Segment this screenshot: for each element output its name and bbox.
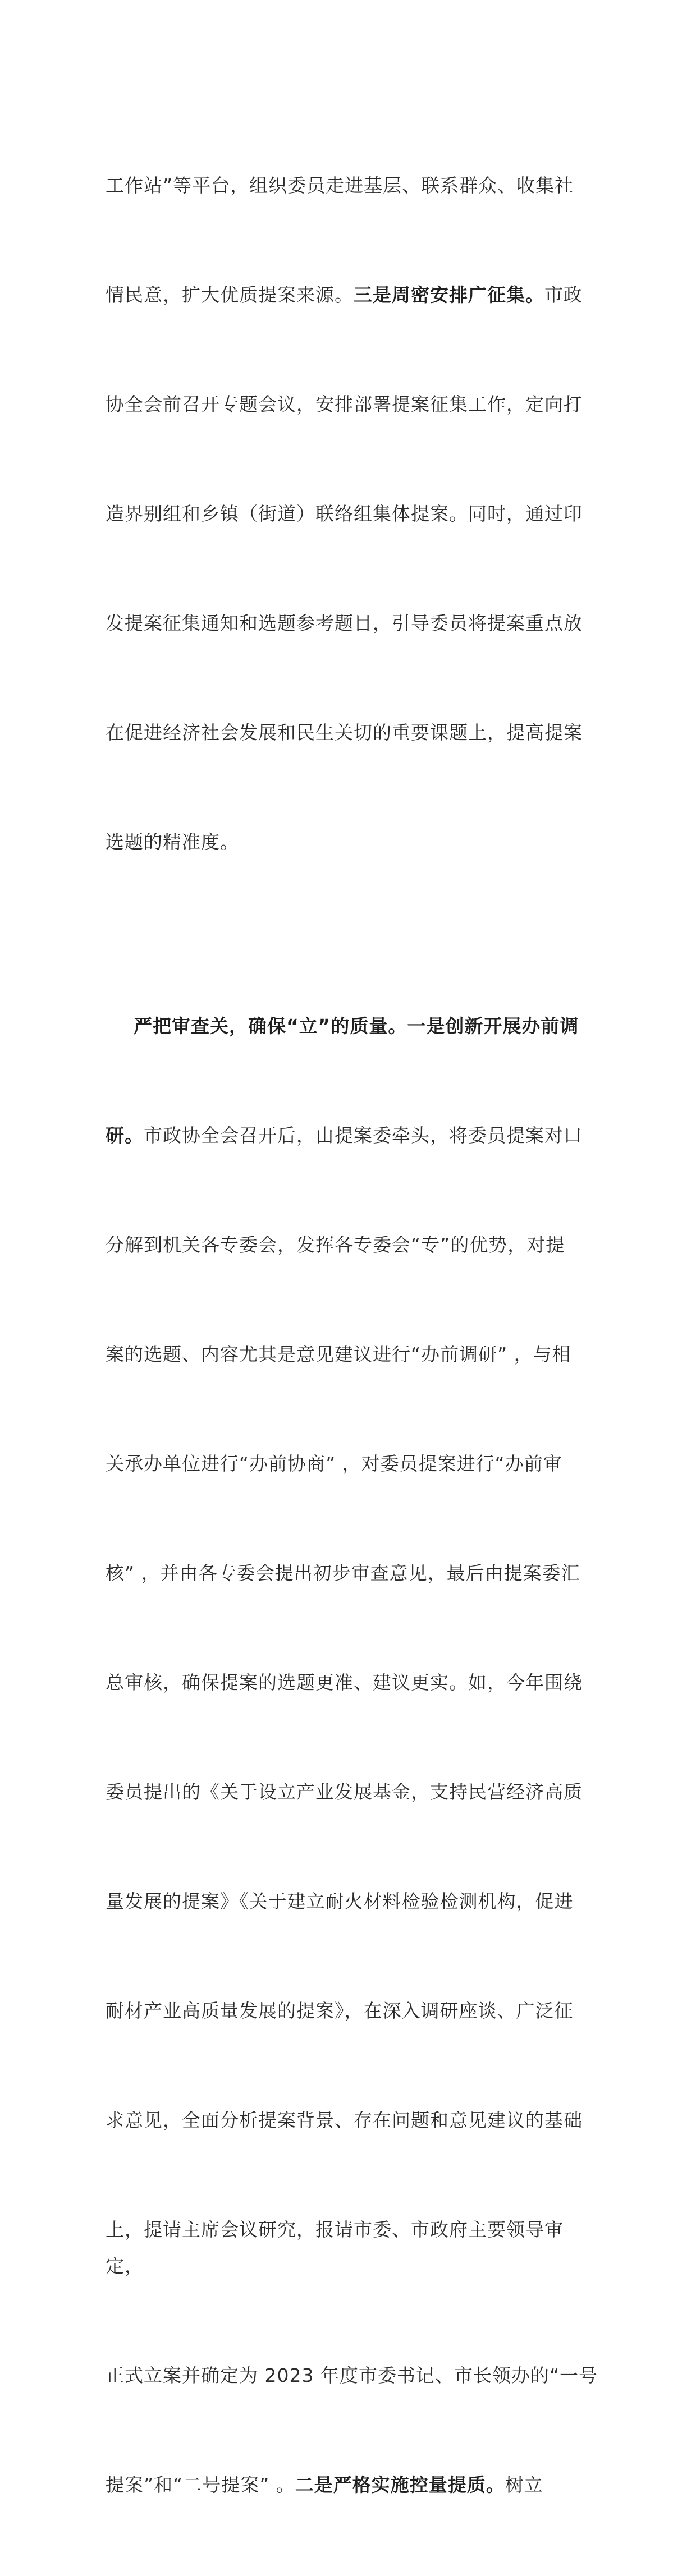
text-run: 分解到机关各专委会，发挥各专委会“专”的优势，对提	[106, 1234, 565, 1256]
text-line	[106, 2467, 599, 2503]
text-run: 关承办单位进行“办前协商” ，对委员提案进行“办前审	[106, 1453, 562, 1475]
text-line	[106, 1664, 599, 1701]
text-line	[106, 714, 599, 751]
text-run: 量发展的提案》《关于建立耐火材料检验检测机构，促进	[106, 1890, 574, 1912]
text-run: 在促进经济社会发展和民生关切的重要课题上，提高提案	[106, 722, 583, 743]
text-line	[106, 386, 599, 423]
text-run: 求意见，全面分析提案背景、存在问题和意见建议的基础	[106, 2109, 583, 2131]
text-run: 核” ，并由各专委会提出初步审查意见，最后由提案委汇	[106, 1562, 580, 1584]
text-run: 正式立案并确定为 2023 年度市委书记、市长领办的“一号	[106, 2364, 598, 2386]
document-page	[106, 94, 599, 2576]
text-line	[106, 605, 599, 641]
text-run: 选题的精准度。	[106, 831, 239, 853]
text-line	[106, 1336, 599, 1372]
text-line	[106, 277, 599, 313]
text-run: 总审核，确保提案的选题更准、建议更实。如，今年围绕	[106, 1672, 583, 1693]
paragraph-2	[106, 935, 599, 2576]
text-run: 上，提请主席会议研究，报请市委、市政府主要领导审定，	[106, 2219, 564, 2277]
text-line	[106, 1555, 599, 1591]
text-run: 市政协全会召开后，由提案委牵头，将委员提案对口	[144, 1124, 583, 1146]
text-line	[106, 495, 599, 532]
text-line	[106, 1008, 599, 1044]
text-line	[106, 1774, 599, 1810]
text-line	[106, 1117, 599, 1154]
text-line	[106, 1883, 599, 1920]
text-run: 案的选题、内容尤其是意见建议进行“办前调研” ，与相	[106, 1343, 571, 1365]
bold-heading-run: 严把审查关，确保“立”的质量。一是创新开展办前调	[106, 1015, 579, 1037]
text-line	[106, 2102, 599, 2138]
text-run: 造界别组和乡镇（街道）联络组集体提案。同时，通过印	[106, 503, 583, 525]
text-line	[106, 2211, 599, 2284]
text-line	[106, 2357, 599, 2394]
text-run: 市政	[544, 284, 583, 306]
bold-heading-run: 研。	[106, 1124, 144, 1146]
text-line	[106, 1445, 599, 1482]
text-run: 耐材产业高质量发展的提案》，在深入调研座谈、广泛征	[106, 2000, 574, 2022]
text-line	[106, 824, 599, 860]
text-line	[106, 1992, 599, 2029]
text-run: 发提案征集通知和选题参考题目，引导委员将提案重点放	[106, 612, 583, 634]
paragraph-1	[106, 94, 599, 933]
text-line	[106, 167, 599, 204]
text-run: 协全会前召开专题会议，安排部署提案征集工作，定向打	[106, 393, 583, 415]
text-run: 树立	[505, 2474, 543, 2496]
text-run: 委员提出的《关于设立产业发展基金，支持民营经济高质	[106, 1781, 583, 1803]
text-line	[106, 1227, 599, 1263]
text-run: 工作站”等平台，组织委员走进基层、联系群众、收集社	[106, 175, 574, 196]
bold-heading-run: 三是周密安排广征集。	[354, 284, 544, 306]
text-run: 提案”和“二号提案” 。	[106, 2474, 295, 2496]
text-run: 情民意，扩大优质提案来源。	[106, 284, 354, 306]
bold-heading-run: 二是严格实施控量提质。	[295, 2474, 505, 2496]
